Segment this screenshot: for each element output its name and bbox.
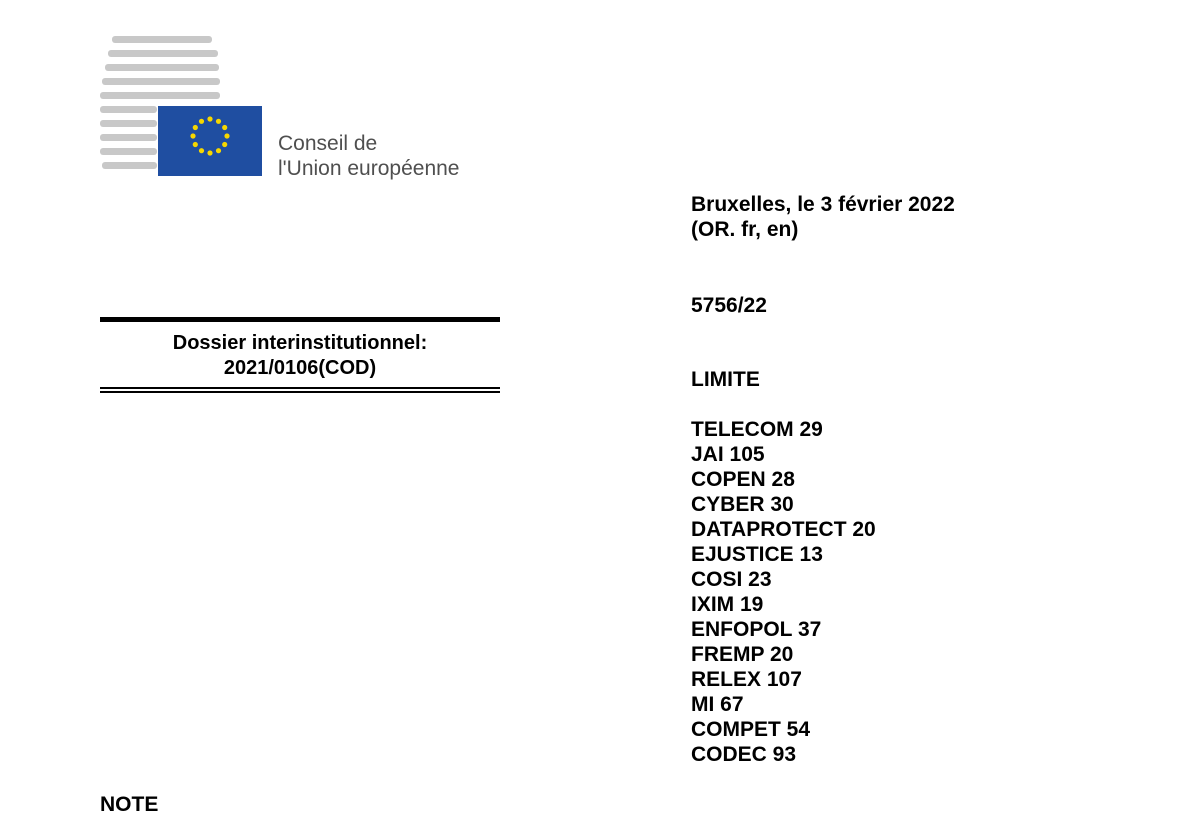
- council-name-line2: l'Union européenne: [278, 157, 460, 180]
- note-heading: NOTE: [100, 793, 159, 816]
- subject-code: COPEN 28: [691, 468, 795, 491]
- dossier-bottom-rule-2: [100, 391, 500, 393]
- subject-code: TELECOM 29: [691, 418, 823, 441]
- subject-code: FREMP 20: [691, 643, 794, 666]
- dossier-number: 2021/0106(COD): [223, 357, 377, 379]
- date-block: [691, 192, 955, 242]
- council-logo: [100, 36, 520, 186]
- subject-code: JAI 105: [691, 443, 765, 466]
- eu-council-emblem-icon: [100, 36, 270, 181]
- subject-code: ENFOPOL 37: [691, 618, 822, 641]
- subject-code: CYBER 30: [691, 493, 794, 516]
- subject-code: EJUSTICE 13: [691, 543, 823, 566]
- subject-code: DATAPROTECT 20: [691, 518, 876, 541]
- subject-code: COSI 23: [691, 568, 772, 591]
- classification-label: LIMITE: [691, 368, 760, 391]
- subject-code: MI 67: [691, 693, 744, 716]
- council-name-line1: Conseil de: [278, 132, 378, 155]
- original-languages: (OR. fr, en): [691, 218, 799, 241]
- document-date: Bruxelles, le 3 février 2022: [691, 193, 955, 216]
- subject-code: IXIM 19: [691, 593, 764, 616]
- dossier-label: Dossier interinstitutionnel:: [172, 332, 428, 354]
- document-reference: 5756/22: [691, 294, 767, 317]
- subject-code: RELEX 107: [691, 668, 802, 691]
- subject-code: COMPET 54: [691, 718, 811, 741]
- council-name: [278, 131, 459, 181]
- subject-codes-list: [691, 417, 876, 767]
- dossier-box: [100, 317, 500, 393]
- subject-code: CODEC 93: [691, 743, 797, 766]
